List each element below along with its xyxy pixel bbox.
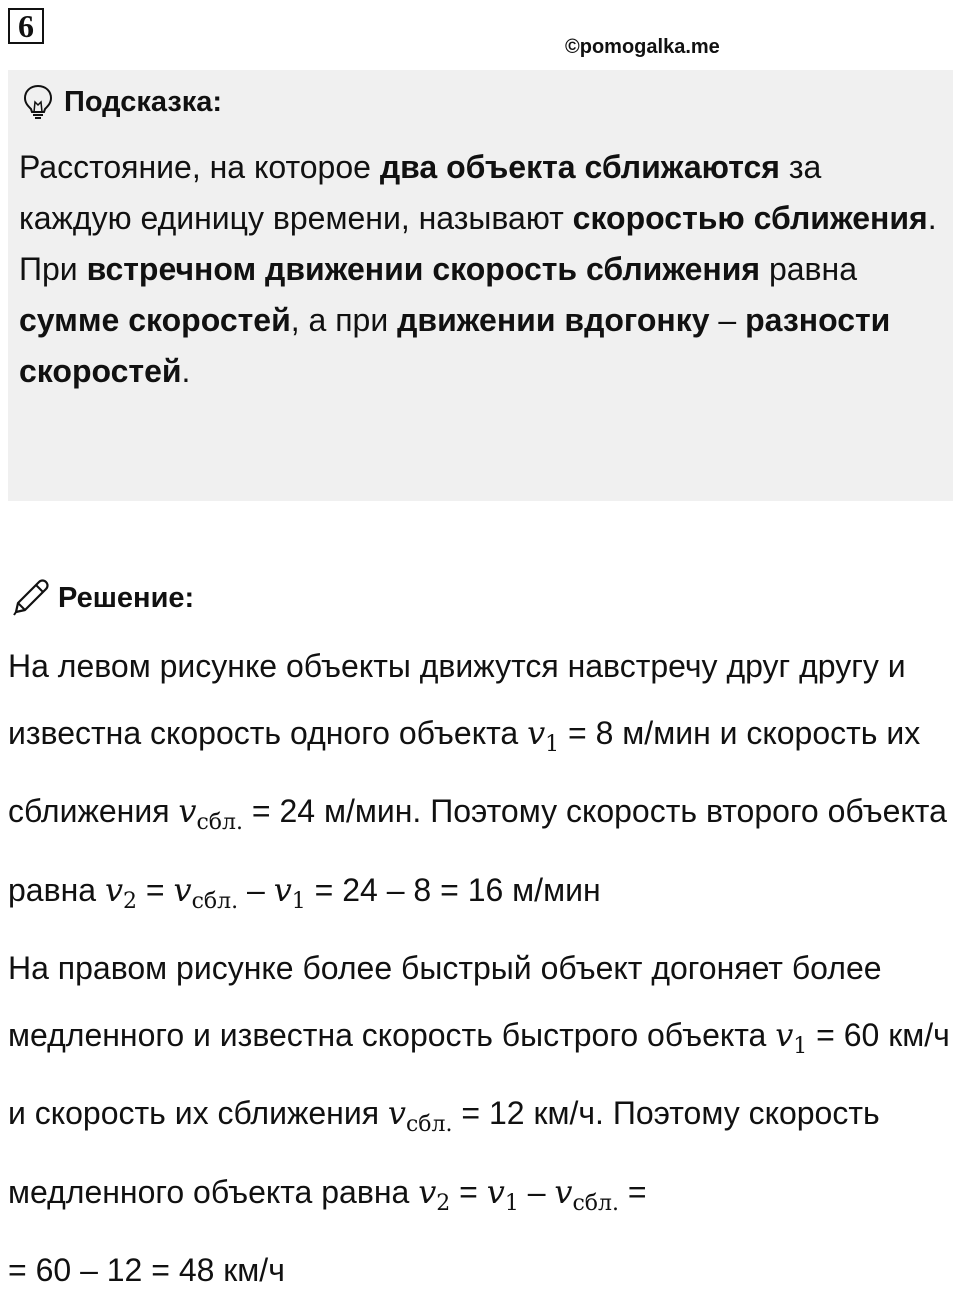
solution-text-run: = <box>137 871 174 908</box>
hint-text-run: – <box>709 302 746 338</box>
solution-text-run: = 24 – 8 = 16 м/мин <box>305 871 601 908</box>
math-v-sbl: $v_{сбл.}$ <box>173 870 239 914</box>
task-number: 6 <box>8 8 44 44</box>
math-v2: $v_2$ <box>104 870 138 914</box>
solution-text-run: = 24 м/мин. Поэтому скорость второго объекта равна <box>8 793 947 908</box>
solution-paragraph-left <box>8 633 953 935</box>
hint-text-run: за каждую единицу времени, называют <box>19 149 822 236</box>
solution-final-line: = 60 – 12 = 48 км/ч <box>8 1252 285 1288</box>
solution-text-run: = <box>619 1173 647 1210</box>
hint-text-run: равна <box>760 251 857 287</box>
hint-text-run: Расстояние, на которое <box>19 149 380 185</box>
solution-text-run: = 60 км/ч и скорость их сближения <box>8 1016 950 1131</box>
math-v-sbl: $v_{сбл.}$ <box>387 1094 453 1137</box>
math-v1: $v_1$ <box>527 713 560 757</box>
math-v1: $v_1$ <box>486 1172 519 1216</box>
hint-text-run: . <box>181 353 191 389</box>
solution-text <box>8 633 953 1304</box>
hint-bold-run: встречном движении скорость сближения <box>86 251 761 287</box>
math-v-sbl: $v_{сбл.}$ <box>178 792 244 835</box>
math-v2: $v_2$ <box>418 1172 451 1216</box>
hint-paragraph-definition <box>19 142 939 244</box>
lightbulb-icon <box>22 84 54 120</box>
math-v-sbl: $v_{сбл.}$ <box>554 1172 620 1216</box>
solution-text-run: = 8 м/мин и скорость их сближения <box>8 714 921 829</box>
hint-paragraph-rule <box>19 244 939 397</box>
hint-bold-run: сумме скоростей <box>19 302 291 338</box>
solution-header <box>10 578 194 618</box>
hint-text-run: При <box>19 251 87 287</box>
hint-bold-run: два объекта сближаются <box>379 149 780 185</box>
solution-text-run: На левом рисунке объекты движутся навстречу друг другу и известна скорость одного объекта <box>8 648 906 751</box>
solution-paragraph-right <box>8 935 953 1237</box>
hint-text <box>19 142 939 397</box>
hint-box <box>8 70 953 501</box>
solution-text-run: = <box>450 1173 487 1210</box>
hint-title: Подсказка: <box>64 85 223 118</box>
hint-text-run: , а при <box>290 302 398 338</box>
hint-text-run: . <box>927 200 937 236</box>
pencil-icon <box>10 578 50 618</box>
math-v1: $v_1$ <box>775 1015 808 1059</box>
solution-title: Решение: <box>58 581 195 614</box>
watermark: ©pomogalka.me <box>565 36 720 58</box>
solution-text-run: – <box>238 871 274 908</box>
solution-text-run: = 12 км/ч. Поэтому скорость медленного объекта равна <box>8 1095 880 1210</box>
hint-bold-run: скоростью сближения <box>572 200 928 236</box>
hint-header <box>22 84 222 120</box>
solution-text-run: На правом рисунке более быстрый объект догоняет более медленного и известна скорость быстрого объекта <box>8 950 882 1053</box>
hint-bold-run: разности скоростей <box>19 302 891 389</box>
hint-bold-run: движении вдогонку <box>397 302 710 338</box>
solution-text-run: – <box>518 1173 555 1210</box>
math-v1: $v_1$ <box>273 870 306 914</box>
